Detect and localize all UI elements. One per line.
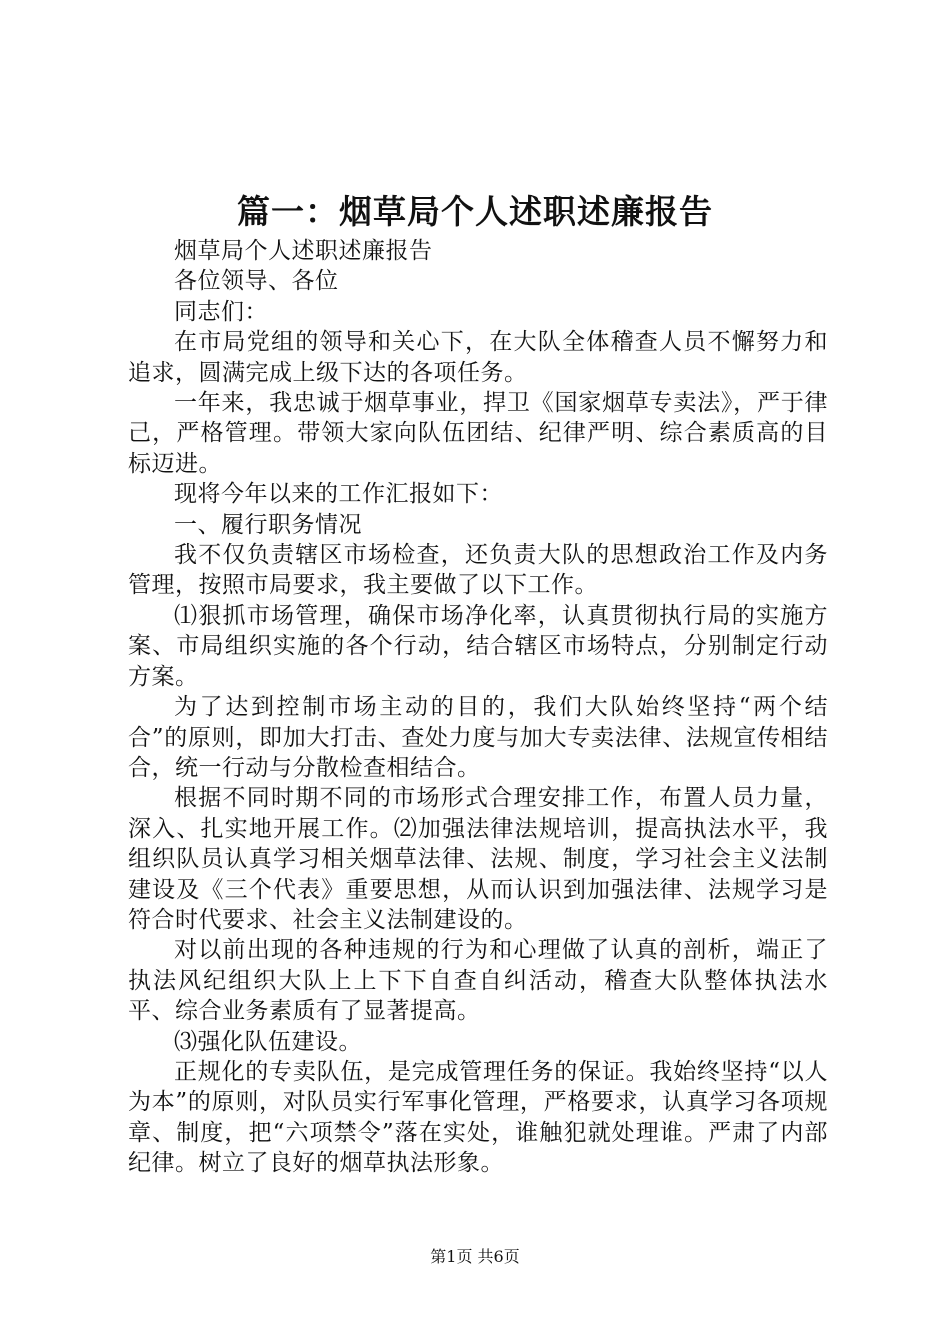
paragraph: 同志们：: [174, 298, 268, 325]
document-body: [128, 236, 828, 1179]
paragraph: 根据不同时期不同的市场形式合理安排工作，布置人员力量，深入、扎实地开展工作。⑵加强法律法规培训，提高执法水平，我组织队员认真学习相关烟草法律、法规、制度，学习社会主义法制建设及《三个代表》重要思想，从而认识到加强法律、法规学习是符合时代要求、社会主义法制建设的。: [128, 785, 828, 933]
paragraph: 我不仅负责辖区市场检查，还负责大队的思想政治工作及内务管理，按照市局要求，我主要做了以下工作。: [128, 542, 828, 599]
page-number: 第1页 共6页: [430, 1247, 520, 1266]
paragraph: 对以前出现的各种违规的行为和心理做了认真的剖析，端正了执法风纪组织大队上上下下自查自纠活动，稽查大队整体执法水平、综合业务素质有了显著提高。: [128, 937, 828, 1025]
paragraph: 各位领导、各位: [174, 268, 339, 295]
section-heading: 一、履行职务情况: [174, 511, 362, 538]
paragraph: 一年来，我忠诚于烟草事业，捍卫《国家烟草专卖法》，严于律己，严格管理。带领大家向队伍团结、纪律严明、综合素质高的目标迈进。: [128, 390, 828, 477]
paragraph: 为了达到控制市场主动的目的，我们大队始终坚持“两个结合”的原则，即加大打击、查处力度与加大专卖法律、法规宣传相结合，统一行动与分散检查相结合。: [128, 694, 828, 781]
document-title: 篇一：烟草局个人述职述廉报告: [237, 192, 713, 231]
paragraph: ⑶强化队伍建设。: [174, 1028, 362, 1055]
paragraph: 在市局党组的领导和关心下，在大队全体稽查人员不懈努力和追求，圆满完成上级下达的各项任务。: [128, 329, 828, 386]
paragraph: 现将今年以来的工作汇报如下：: [174, 481, 503, 508]
paragraph: 正规化的专卖队伍，是完成管理任务的保证。我始终坚持“以人为本”的原则，对队员实行军事化管理，严格要求，认真学习各项规章、制度，把“六项禁令”落在实处，谁触犯就处理谁。严肃了内部纪律。树立了良好的烟草执法形象。: [128, 1058, 828, 1177]
paragraph: 烟草局个人述职述廉报告: [174, 238, 433, 264]
paragraph: ⑴狠抓市场管理，确保市场净化率，认真贯彻执行局的实施方案、市局组织实施的各个行动，结合辖区市场特点，分别制定行动方案。: [128, 602, 828, 690]
